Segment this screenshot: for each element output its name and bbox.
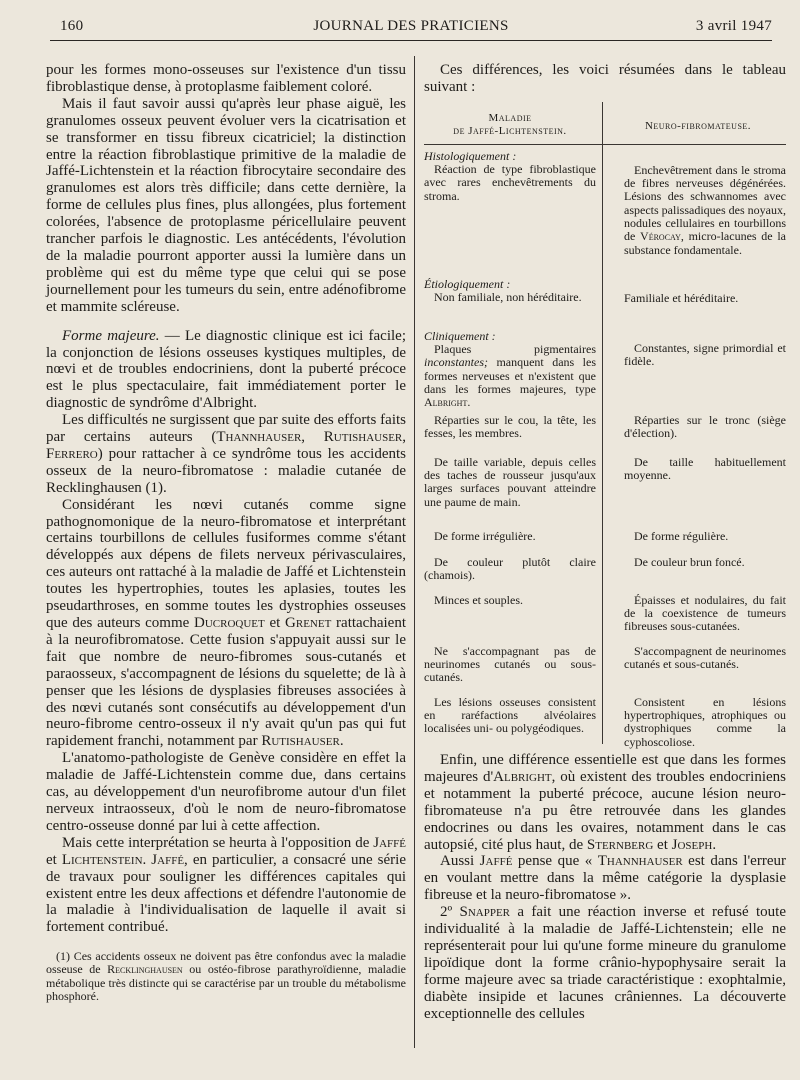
- table-cell: S'accompagnent de neurinomes cutanés et sous-cutanés.: [624, 643, 786, 672]
- table-cell: De couleur brun foncé.: [634, 554, 745, 569]
- page-header: [50, 16, 772, 41]
- table-cell: Familiale et héréditaire.: [624, 290, 739, 305]
- table-cell: De forme régulière.: [634, 528, 729, 543]
- table-cell: De couleur plutôt claire (chamois).: [424, 554, 596, 583]
- footnote: (1) Ces accidents osseux ne doivent pas être confondus avec la maladie osseuse de Recklinghausen ou ostéo-fibrose parathyroïdienne, maladie métabolique très distincte qui se caractérise par un trouble du métabolisme phosphoré.: [46, 949, 406, 1003]
- table-cell: Cliniquement : Plaques pigmentaires inconstantes; manquent dans les formes nerveuses et n'existent que dans les formes majeures, type Albright.: [424, 328, 596, 410]
- column-divider: [414, 56, 415, 1048]
- table-cell: Histologiquement : Réaction de type fibroblastique avec rares enchevêtrements du stroma.: [424, 148, 596, 203]
- text-after-table: [424, 752, 786, 1023]
- table-cell: Minces et souples.: [434, 592, 523, 607]
- table-cell: De taille habituellement moyenne.: [624, 454, 786, 483]
- table-divider: [602, 102, 603, 744]
- issue-date: 3 avril 1947: [695, 18, 772, 34]
- table-cell: Réparties sur le tronc (siège d'élection).: [624, 412, 786, 441]
- table-header-rule: [424, 144, 786, 145]
- table-cell: Consistent en lésions hypertrophiques, atrophiques ou dystrophiques comme la cyphoscoliose.: [624, 694, 786, 749]
- paragraph: 2º Snapper a fait une réaction inverse et refusé toute individualité à la maladie de Jaffé-Lichtenstein; elle ne représenterait pour lui qu'une forme mineure du granulome lipoïdique dont la forme crânio-hypophysaire serait la forme majeure avec sa triade caractéristique : exophtalmie, diabète insipide et lacunes crâniennes. La découverte exceptionnelle des cellules: [424, 904, 786, 1022]
- paragraph: Forme majeure. — Le diagnostic clinique est ici facile; la conjonction de lésions osseuses kystiques multiples, de nœvi et de troubles endocriniens, dont la puberté précoce est le plus spectaculaire, fait immédiatement porter le diagnostic de syndrôme d'Albright.: [46, 327, 406, 412]
- table-intro: Ces différences, les voici résumées dans le tableau suivant :: [424, 62, 786, 95]
- paragraph: Enfin, une différence essentielle est que dans les formes majeures d'Albright, où existent des troubles endocriniens et notamment la puberté précoce, aucune lésion neuro-fibromateuse n'a pu être retrouvée dans les glandes endocrines ou dans les ovaires, notamment dans le cas autopsié, cité plus haut, de Sternberg et Joseph.: [424, 752, 786, 853]
- comparison-table: [424, 102, 786, 747]
- section-label: Forme majeure.: [62, 327, 160, 344]
- table-cell: Épaisses et nodulaires, du fait de la coexistence de tumeurs fibreuses sous-cutanées.: [624, 592, 786, 634]
- table-cell: Constantes, signe primordial et fidèle.: [624, 340, 786, 369]
- table-cell: De forme irrégulière.: [434, 528, 536, 543]
- journal-title: JOURNAL DES PRATICIENS: [313, 18, 509, 34]
- table-cell: Étiologiquement : Non familiale, non héréditaire.: [424, 276, 582, 305]
- paragraph: pour les formes mono-osseuses sur l'existence d'un tissu fibroblastique dense, à protoplasme faiblement coloré.: [46, 62, 406, 95]
- table-header-left: Maladie de Jaffé-Lichtenstein.: [453, 111, 567, 137]
- left-column: [46, 62, 406, 1003]
- table-cell: De taille variable, depuis celles des taches de rousseur jusqu'aux larges surfaces pouvant atteindre une paume de main.: [424, 454, 596, 509]
- table-cell: Ne s'accompagnant pas de neurinomes cutanés ou sous-cutanés.: [424, 643, 596, 685]
- table-cell: Enchevêtrement dans le stroma de fibres nerveuses dégénérées. Lésions des schwannomes avec aspects palissadiques des noyaux, nodules cellulaires en tourbillons de Vérocay, micro-lacunes de la substance fondamentale.: [624, 162, 786, 257]
- table-cell: Réparties sur le cou, la tête, les fesses, les membres.: [424, 412, 596, 441]
- table-header-right: Neuro-fibromateuse.: [644, 119, 752, 132]
- right-column: [424, 62, 786, 1022]
- paragraph: Aussi Jaffé pense que « Thannhauser est dans l'erreur en voulant mettre dans la même catégorie la dysplasie fibreuse et la neuro-fibromatose ».: [424, 853, 786, 904]
- paragraph: Les difficultés ne surgissent que par suite des efforts faits par certains auteurs (Thannhauser, Rutishauser, Ferrero) pour rattacher à ce syndrôme tous les accidents osseux de la neuro-fibromatose : maladie cutanée de Recklinghausen (1).: [46, 412, 407, 496]
- paragraph: L'anatomo-pathologiste de Genève considère en effet la maladie de Jaffé-Lichtenstein comme due, dans certains cas, au développement d'un neurofibrome autour d'un filet nerveux intraosseux, d'où le nom de neuro-fibromatose centro-osseuse donné par lui à cette affection.: [46, 750, 406, 834]
- paragraph: Mais il faut savoir aussi qu'après leur phase aiguë, les granulomes osseux peuvent évoluer vers la cicatrisation et se transformer en tissu fibreux cicatriciel; la distinction entre la réaction fibroblastique primitive de la maladie de Jaffé-Lichtenstein et la réaction fibrocytaire secondaire des granulomes est alors très difficile; dans cette dernière, la forme de cellules plus fines, plus allongées, plus fortement colorées, l'absence de protoplasme péricellulaire peuvent trancher parfois le diagnostic. Les antécédents, l'évolution de la maladie pourront apporter aussi la lumière dans un problème qui est du même type que celui qui se pose journellement pour les tumeurs du sein, entre adénofibrome et mammite scléreuse.: [46, 95, 406, 315]
- table-cell: Les lésions osseuses consistent en raréfactions alvéolaires localisées uni- ou polygéodiques.: [424, 694, 596, 736]
- paragraph: Considérant les nœvi cutanés comme signe pathognomonique de la neuro-fibromatose et interprétant certains tourbillons de cellules fusiformes comme s'étant développés aux dépens de filets nerveux périvasculaires, ces auteurs ont rattaché à la maladie de Jaffé et Lichtenstein toutes les hypertrophies, toutes les aplasies, toutes les pseudarthroses, en somme toutes les dystrophies osseuses que des auteurs comme Ducroquet et Grenet rattachaient à la neurofibromatose. Cette fusion s'appuyait aussi sur le fait que nombre de neuro-fibromes sous-cutanés et paraosseux, s'accompagnent de lésions du squelette; de là à penser que les lésions de dysplasies fibreuses associées à des nœvi cutanés sont consécutifs au développement d'un neuro-fibrome centro-osseux il n'y avait qu'un pas qui fut rapidement franchi, notamment par Rutishauser.: [46, 496, 406, 750]
- paragraph: Mais cette interprétation se heurta à l'opposition de Jaffé et Lichtenstein. Jaffé, en particulier, a consacré une série de travaux pour souligner les différences capitales qui existent entre les deux affections et défendre l'autonomie de la maladie à l'individualisation de laquelle il avait si fortement contribué.: [46, 834, 406, 936]
- page-number: 160: [60, 18, 84, 34]
